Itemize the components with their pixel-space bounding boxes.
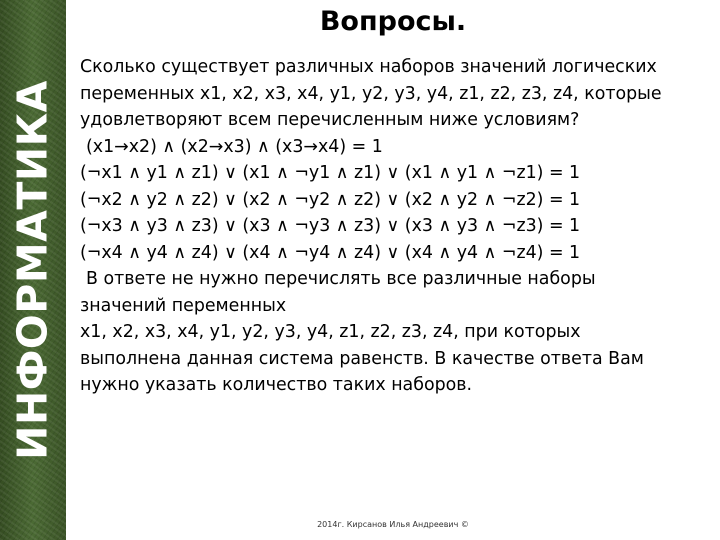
question-line: Сколько существует различных наборов значений логических — [80, 57, 657, 77]
note-line: выполнена данная система равенств. В качестве ответа Вам — [80, 348, 644, 369]
note-line: нужно указать количество таких наборов. — [80, 375, 473, 395]
note-line: x1, x2, x3, x4, y1, y2, y3, y4, z1, z2, z3, z4, при которых — [80, 322, 581, 342]
sidebar-band — [0, 0, 66, 540]
note-line: значений переменных — [80, 295, 287, 316]
question-text — [80, 54, 714, 399]
question-line: переменных x1, x2, x3, x4, y1, y2, y3, y4, z1, z2, z3, z4, которые — [80, 83, 662, 104]
footer-credit: 2014г. Кирсанов Илья Андреевич © — [317, 520, 469, 529]
question-line: удовлетворяют всем перечисленным ниже условиям? — [80, 110, 580, 130]
equation: (¬x4 ∧ y4 ∧ z4) ∨ (x4 ∧ ¬y4 ∧ z4) ∨ (x4 ∧ y4 ∧ ¬z4) = 1 — [80, 242, 581, 263]
sidebar-title: ИНФОРМАТИКА — [8, 80, 57, 460]
equation: (x1→x2) ∧ (x2→x3) ∧ (x3→x4) = 1 — [86, 136, 383, 157]
equation: (¬x3 ∧ y3 ∧ z3) ∨ (x3 ∧ ¬y3 ∧ z3) ∨ (x3 ∧ y3 ∧ ¬z3) = 1 — [80, 216, 581, 236]
equation: (¬x1 ∧ y1 ∧ z1) ∨ (x1 ∧ ¬y1 ∧ z1) ∨ (x1 ∧ y1 ∧ ¬z1) = 1 — [80, 163, 581, 183]
note-line: В ответе не нужно перечислять все различные наборы — [86, 269, 596, 289]
equation: (¬x2 ∧ y2 ∧ z2) ∨ (x2 ∧ ¬y2 ∧ z2) ∨ (x2 ∧ y2 ∧ ¬z2) = 1 — [80, 189, 581, 210]
page-title: Вопросы. — [319, 6, 467, 37]
